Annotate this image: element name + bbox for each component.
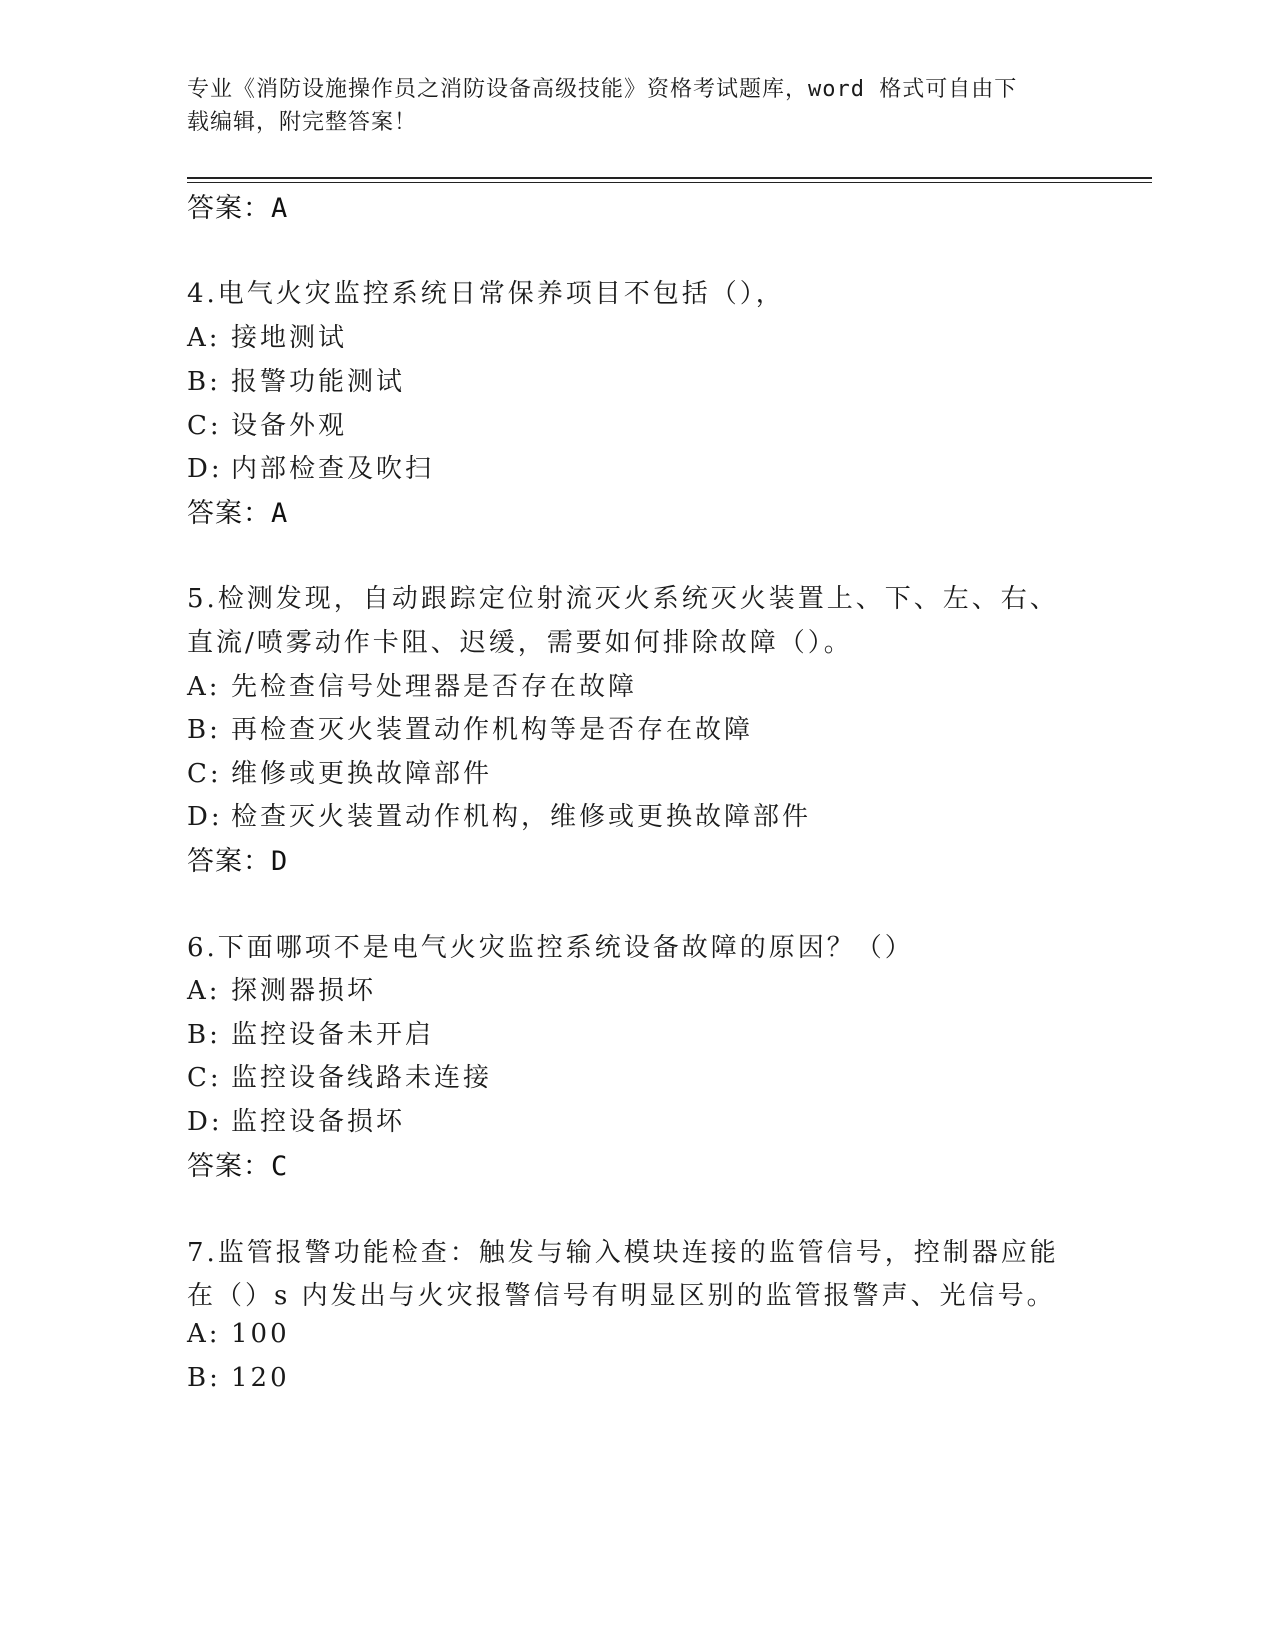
- option-line: [187, 970, 376, 1007]
- question-stem: 6.下面哪项不是电气火灾监控系统设备故障的原因？（）: [187, 933, 914, 963]
- question-stem: 5.检测发现，自动跟踪定位射流灭火系统灭火装置上、下、左、右、: [187, 584, 1059, 614]
- option-line: [187, 666, 637, 703]
- answer-value: D: [271, 846, 289, 877]
- option-key: A:: [187, 976, 221, 1006]
- option-key: B:: [187, 1020, 221, 1050]
- option-text: 检查灭火装置动作机构，维修或更换故障部件: [231, 802, 812, 832]
- option-key: D:: [187, 1107, 223, 1137]
- option-key: D:: [187, 802, 223, 832]
- question-stem: 4.电气火灾监控系统日常保养项目不包括（），: [187, 279, 785, 309]
- option-text: 探测器损坏: [231, 976, 377, 1006]
- option-key: B:: [187, 367, 221, 397]
- option-text: 维修或更换故障部件: [231, 759, 493, 789]
- answer-label: 答案：: [187, 498, 271, 529]
- option-text: 先检查信号处理器是否存在故障: [231, 672, 638, 702]
- answer-line: [187, 839, 288, 878]
- question-stem: 在（）s 内发出与火灾报警信号有明显区别的监管报警声、光信号。: [187, 1281, 1056, 1311]
- option-line: [187, 1319, 290, 1349]
- option-line: [187, 1101, 405, 1138]
- option-line: [187, 317, 347, 354]
- option-key: C:: [187, 1063, 222, 1093]
- option-line: [187, 1057, 492, 1094]
- option-line: [187, 1014, 434, 1051]
- option-key: B:: [187, 1363, 221, 1393]
- option-key: A:: [187, 1319, 221, 1349]
- option-line: [187, 361, 405, 398]
- answer-label: 答案：: [187, 846, 271, 877]
- answer-value: A: [271, 193, 289, 224]
- option-line: [187, 753, 492, 790]
- answer-value: A: [271, 498, 289, 529]
- header-intro-line-2: 载编辑，附完整答案！: [187, 110, 418, 135]
- option-key: C:: [187, 759, 222, 789]
- header-divider-thin: [187, 182, 1152, 183]
- header-intro-line-1: 专业《消防设施操作员之消防设备高级技能》资格考试题库，word 格式可自由下: [187, 77, 1018, 102]
- option-line: [187, 448, 434, 485]
- option-line: [187, 405, 347, 442]
- option-text: 再检查灭火装置动作机构等是否存在故障: [231, 715, 754, 745]
- option-text: 100: [231, 1319, 290, 1349]
- option-key: C:: [187, 411, 222, 441]
- answer-line: [187, 1144, 288, 1183]
- option-text: 设备外观: [231, 411, 348, 441]
- answer-label: 答案：: [187, 193, 271, 224]
- option-line: [187, 796, 811, 833]
- option-text: 报警功能测试: [231, 367, 406, 397]
- answer-line: [187, 186, 288, 225]
- header-divider-thick: [187, 177, 1152, 179]
- option-text: 监控设备未开启: [231, 1020, 435, 1050]
- answer-label: 答案：: [187, 1151, 271, 1182]
- option-text: 内部检查及吹扫: [231, 454, 435, 484]
- option-text: 120: [231, 1363, 290, 1393]
- option-key: A:: [187, 672, 221, 702]
- answer-value: C: [271, 1151, 289, 1182]
- document-header: [187, 73, 1087, 139]
- option-key: D:: [187, 454, 223, 484]
- option-key: B:: [187, 715, 221, 745]
- answer-line: [187, 491, 288, 530]
- option-text: 监控设备损坏: [231, 1107, 406, 1137]
- option-text: 监控设备线路未连接: [231, 1063, 493, 1093]
- option-text: 接地测试: [231, 323, 348, 353]
- option-line: [187, 709, 753, 746]
- question-stem: 直流/喷雾动作卡阻、迟缓，需要如何排除故障（）。: [187, 628, 853, 658]
- option-key: A:: [187, 323, 221, 353]
- option-line: [187, 1363, 290, 1393]
- question-stem: 7.监管报警功能检查：触发与输入模块连接的监管信号，控制器应能: [187, 1238, 1059, 1268]
